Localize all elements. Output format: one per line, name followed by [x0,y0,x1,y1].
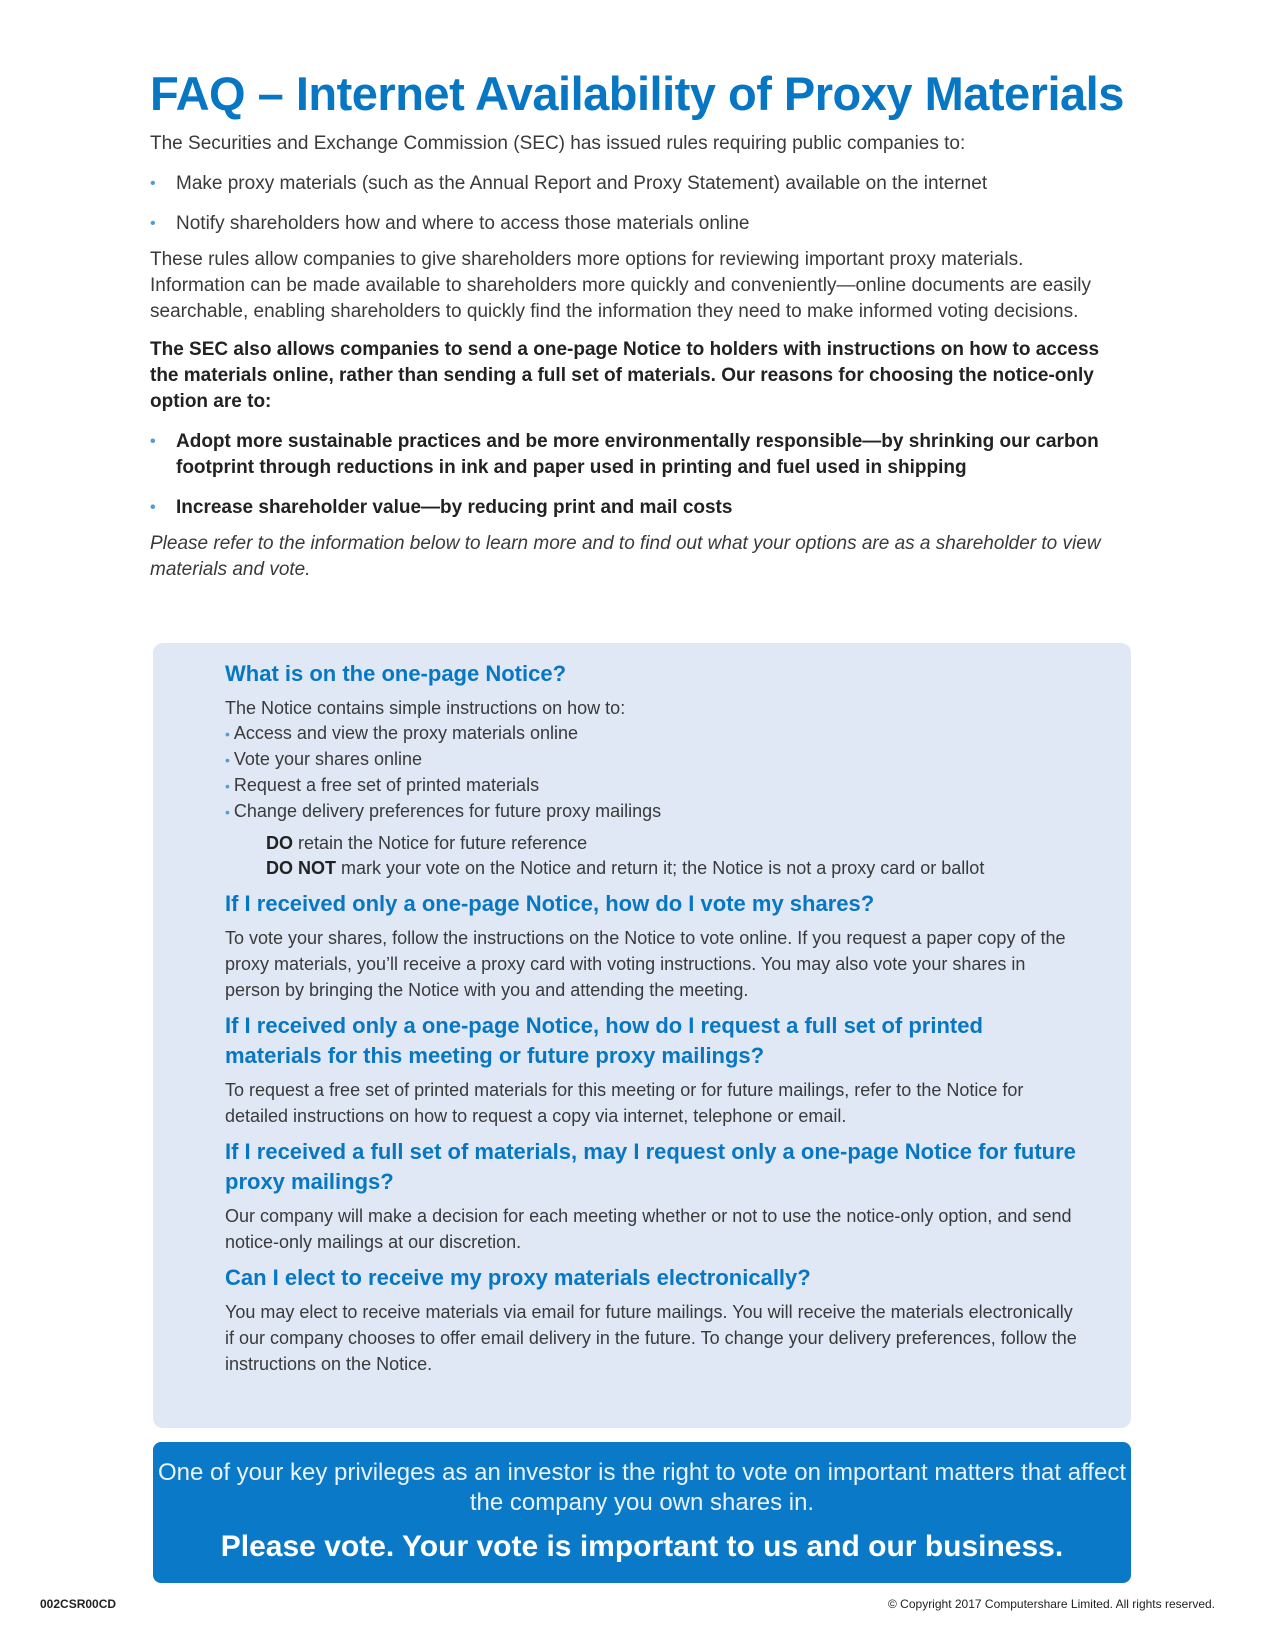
do-not-line [266,856,1085,881]
intro-section [150,131,1120,583]
faq-question: If I received only a one-page Notice, how do I request a full set of printed materials for this meeting or future proxy mailings? [225,1013,983,1068]
bullet-dot-icon: • [150,499,156,516]
list-item-text: Adopt more sustainable practices and be more environmentally responsible—by shrinking our carbon footprint through reductions in ink and paper used in printing and fuel used in shipping [176,431,1099,478]
callout-headline: Please vote. Your vote is important to us and our business. [220,1530,1064,1563]
rules-paragraph: These rules allow companies to give shareholders more options for reviewing important proxy materials. Information can be made available to shareholders more quickly and conveniently—online documents are easily searchable, enabling shareholders to quickly find the information they need to make informed voting decisions. [150,249,1092,322]
closing-note: Please refer to the information below to learn more and to find out what your options are as a shareholder to view materials and vote. [150,533,1101,580]
faq-panel [153,643,1131,1428]
list-item [225,773,1085,799]
page-title: FAQ – Internet Availability of Proxy Materials [150,67,1124,120]
bullet-dot-icon: • [150,215,156,232]
bullet-dot-icon: • [225,778,230,794]
list-item-text: Change delivery preferences for future proxy mailings [233,801,662,821]
list-item-text: Increase shareholder value—by reducing print and mail costs [176,497,733,518]
faq-question: What is on the one-page Notice? [225,661,567,686]
list-item-text: Make proxy materials (such as the Annual Report and Proxy Statement) available on the internet [176,173,988,194]
do-not-text: mark your vote on the Notice and return it; the Notice is not a proxy card or ballot [336,858,985,878]
bullet-dot-icon: • [225,804,230,820]
list-item [225,747,1085,773]
callout-lead: One of your key privileges as an investor is the right to vote on important matters that affect the company you own shares in. [157,1459,1127,1516]
list-item-text: Notify shareholders how and where to access those materials online [176,213,750,234]
bullet-dot-icon: • [150,175,156,192]
faq-question: Can I elect to receive my proxy materials electronically? [225,1265,811,1290]
do-not-label: DO NOT [266,858,336,878]
list-item [225,799,1085,825]
vote-callout [153,1442,1131,1583]
list-item [150,211,1120,237]
do-text: retain the Notice for future reference [293,833,588,853]
faq-answer: You may elect to receive materials via email for future mailings. You will receive the materials electronically if our company chooses to offer email delivery in the future. To change your delivery preferences, follow the instructions on the Notice. [225,1302,1077,1374]
document-code: 002CSR00CD [40,1597,117,1611]
list-item-text: Request a free set of printed materials [233,775,540,795]
copyright-notice: © Copyright 2017 Computershare Limited. All rights reserved. [888,1597,1215,1611]
faq-answer: To request a free set of printed materials for this meeting or for future mailings, refer to the Notice for detailed instructions on how to request a copy via internet, telephone or email. [225,1080,1024,1126]
bullet-dot-icon: • [225,752,230,768]
do-guidance [266,831,1085,881]
notice-instructions-list [225,721,1085,825]
notice-paragraph: The SEC also allows companies to send a one-page Notice to holders with instructions on how to access the materials online, rather than sending a full set of materials. Our reasons for choosing the notice-only option are to: [150,339,1100,412]
intro-lead: The Securities and Exchange Commission (SEC) has issued rules requiring public companies to: [150,133,966,154]
list-item [150,429,1120,481]
list-item-text: Vote your shares online [233,749,423,769]
faq-question: If I received a full set of materials, may I request only a one-page Notice for future proxy mailings? [225,1139,1076,1194]
do-label: DO [266,833,293,853]
faq-answer: Our company will make a decision for each meeting whether or not to use the notice-only option, and send notice-only mailings at our discretion. [225,1206,1072,1252]
do-line [266,831,1085,856]
list-item-text: Access and view the proxy materials online [233,723,579,743]
faq-question: If I received only a one-page Notice, how do I vote my shares? [225,891,875,916]
reasons-list [150,429,1120,521]
faq-answer-lead: The Notice contains simple instructions on how to: [225,698,626,718]
bullet-dot-icon: • [225,726,230,742]
faq-content [225,659,1085,1377]
list-item [225,721,1085,747]
requirements-list [150,171,1120,237]
bullet-dot-icon: • [150,433,156,450]
list-item [150,495,1120,521]
faq-answer: To vote your shares, follow the instructions on the Notice to vote online. If you request a paper copy of the proxy materials, you’ll receive a proxy card with voting instructions. You may also vote your shares in person by bringing the Notice with you and attending the meeting. [225,928,1066,1000]
list-item [150,171,1120,197]
